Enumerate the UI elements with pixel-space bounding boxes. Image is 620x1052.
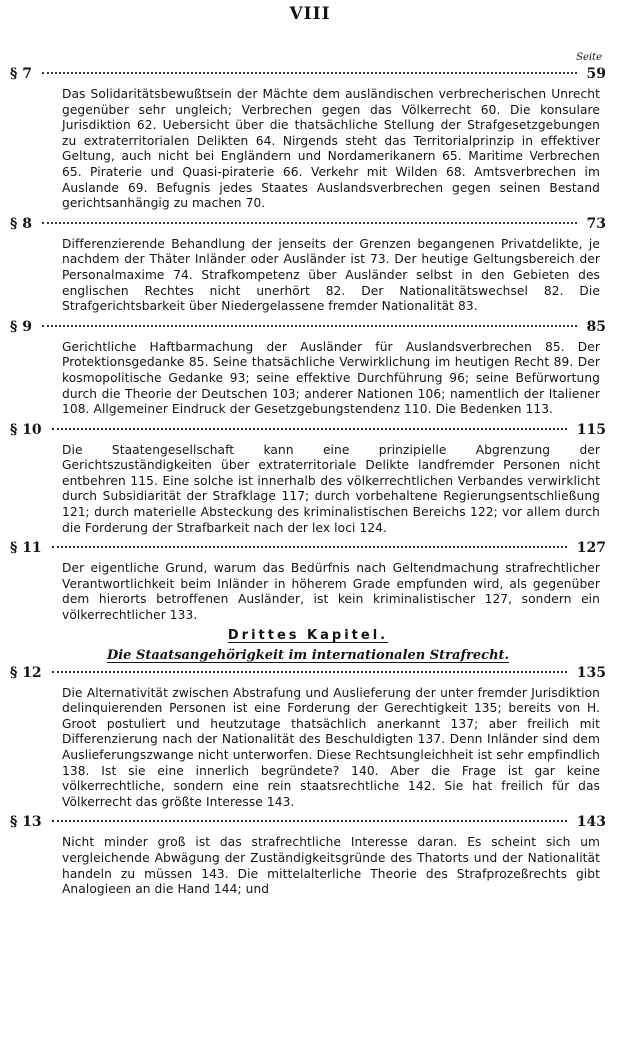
toc-entry xyxy=(10,422,606,537)
toc-entry xyxy=(10,319,606,418)
section-number: § 10 xyxy=(10,422,48,438)
section-summary: Die Staatengesellschaft kann eine prinzipielle Abgrenzung der Gerichtszuständigkeiten über extraterritoriale Delikte landfremder Personen nicht entbehren 115. Eine solche ist innerhalb des völkerrechtlichen Verbandes verwirklicht durch Subsidiarität der Strafklage 117; durch vorbehaltene Regierungsentschließung 121; durch materielle Absteckung des kriminalistischen Bereichs 122; vor allem durch die Forderung der Strafbarkeit nach der lex loci 124. xyxy=(62,442,600,535)
section-number: § 13 xyxy=(10,814,48,830)
section-number: § 9 xyxy=(10,319,38,335)
toc-entry xyxy=(10,814,606,897)
section-summary: Die Alternativität zwischen Abstrafung und Auslieferung der unter fremder Jurisdiktion delinquierenden Personen ist eine Forderung der Gerechtigkeit 135; bereits von H. Groot postuliert und heutzutage thatsächlich anerkannt 137; aber freilich mit Differenzierung nach der Nationalität des Beschuldigten 137. Denn Inländer sind dem Auslieferungszwange nicht unterworfen. Diese Rechtsungleichheit ist sehr empfindlich 138. Ist sie eine innerlich begründete? 140. Aber die Frage ist gar keine völkerrechtliche, sondern eine rein staatsrechtliche 142. Sie hat freilich für das Völkerrecht das größte Interesse 143. xyxy=(62,685,600,809)
section-summary: Das Solidaritätsbewußtsein der Mächte dem ausländischen verbrecherischen Unrecht gegenüber sehr ungleich; Verbrechen gegen das Völkerrecht 60. Die konsulare Jurisdiktion 62. Uebersicht über die thatsächliche Stellung der Strafgesetzgebungen zu extraterritorialen Delikten 64. Nirgends steht das Territorialprinzip in effektiver Geltung, auch nicht bei Engländern und Nordamerikanern 65. Maritime Verbrechen 65. Piraterie und Quasi-piraterie 66. Verkehr mit Wilden 68. Amtsverbrechen im Auslande 69. Befugnis jedes Staates Auslandsverbrechen gegen seinen Bestand gerichtsanhängig zu machen 70. xyxy=(62,87,600,211)
dot-leader xyxy=(42,72,577,74)
dot-leader xyxy=(52,428,567,430)
dot-leader xyxy=(52,820,567,822)
section-summary: Der eigentliche Grund, warum das Bedürfnis nach Geltendmachung strafrechtlicher Verantwortlichkeit beim Inländer in höherem Grade empfunden wird, als gegenüber dem hierorts betroffenen Ausländer, ist kein kriminalistischer 127, sondern ein völkerrechtlicher 133. xyxy=(62,561,600,623)
toc-entries-group-a xyxy=(10,66,606,624)
dot-leader xyxy=(42,325,577,327)
dot-leader xyxy=(52,546,567,548)
section-summary: Differenzierende Behandlung der jenseits der Grenzen begangenen Privatdelikte, je nachdem der Thäter Inländer oder Ausländer ist 73. Der heutige Geltungsbereich der Personalmaxime 74. Strafkompetenz über Ausländer selbst in den Gebieten des englischen Rechtes nicht unerhört 82. Der Nationalitätswechsel 82. Die Strafgerichtsbarkeit über Niedergelassene fremder Nationalität 83. xyxy=(62,236,600,314)
toc-entry-heading xyxy=(10,540,606,560)
toc-entries-group-b xyxy=(10,665,606,898)
page-reference: 85 xyxy=(586,318,606,335)
section-number: § 8 xyxy=(10,216,38,232)
dot-leader xyxy=(42,222,577,224)
toc-entry-heading xyxy=(10,216,606,236)
page-reference: 115 xyxy=(576,421,606,438)
toc-entry-heading xyxy=(10,422,606,442)
page-reference: 59 xyxy=(586,66,606,82)
toc-entry xyxy=(10,665,606,811)
seite-label: Seite xyxy=(576,52,602,63)
chapter-subtitle: Die Staatsangehörigkeit im internationalen Strafrecht. xyxy=(106,647,510,663)
toc-entry-heading xyxy=(10,665,606,685)
section-number: § 11 xyxy=(10,540,48,556)
section-summary: Nicht minder groß ist das strafrechtliche Interesse daran. Es scheint sich um vergleichende Abwägung der Zuständigkeitsgründe des Thatorts und der Nationalität handeln zu müssen 143. Die mittelalterliche Theorie des Strafprozeßrechts gibt Analogieen an die Hand 144; und xyxy=(62,835,600,897)
toc-entry xyxy=(10,216,606,315)
page-number: VIII xyxy=(289,4,331,24)
toc-entry-heading xyxy=(10,66,606,86)
section-summary: Gerichtliche Haftbarmachung der Ausländer für Auslandsverbrechen 85. Der Protektionsgedanke 85. Seine thatsächliche Verwirklichung im heutigen Recht 89. Der kosmopolitische Gedanke 93; seine effektive Durchführung 96; seine Befürwortung durch die Theorie der Deutschen 103; anderer Nationen 106; namentlich der Italiener 108. Allgemeiner Eindruck der Gesetzgebungstendenz 110. Die Bedenken 113. xyxy=(62,339,600,417)
page-reference: 127 xyxy=(576,540,606,557)
section-number: § 7 xyxy=(10,66,38,82)
section-number: § 12 xyxy=(10,665,48,681)
toc-entry xyxy=(10,66,606,212)
chapter-title: Drittes Kapitel. xyxy=(227,627,389,643)
toc-entry-heading xyxy=(10,319,606,339)
page-reference: 135 xyxy=(576,664,606,681)
table-of-contents xyxy=(10,66,606,902)
page-reference: 143 xyxy=(576,814,606,831)
dot-leader xyxy=(52,671,567,673)
toc-entry xyxy=(10,540,606,623)
page-reference: 73 xyxy=(586,215,606,232)
chapter-heading xyxy=(10,628,606,663)
toc-entry-heading xyxy=(10,814,606,834)
